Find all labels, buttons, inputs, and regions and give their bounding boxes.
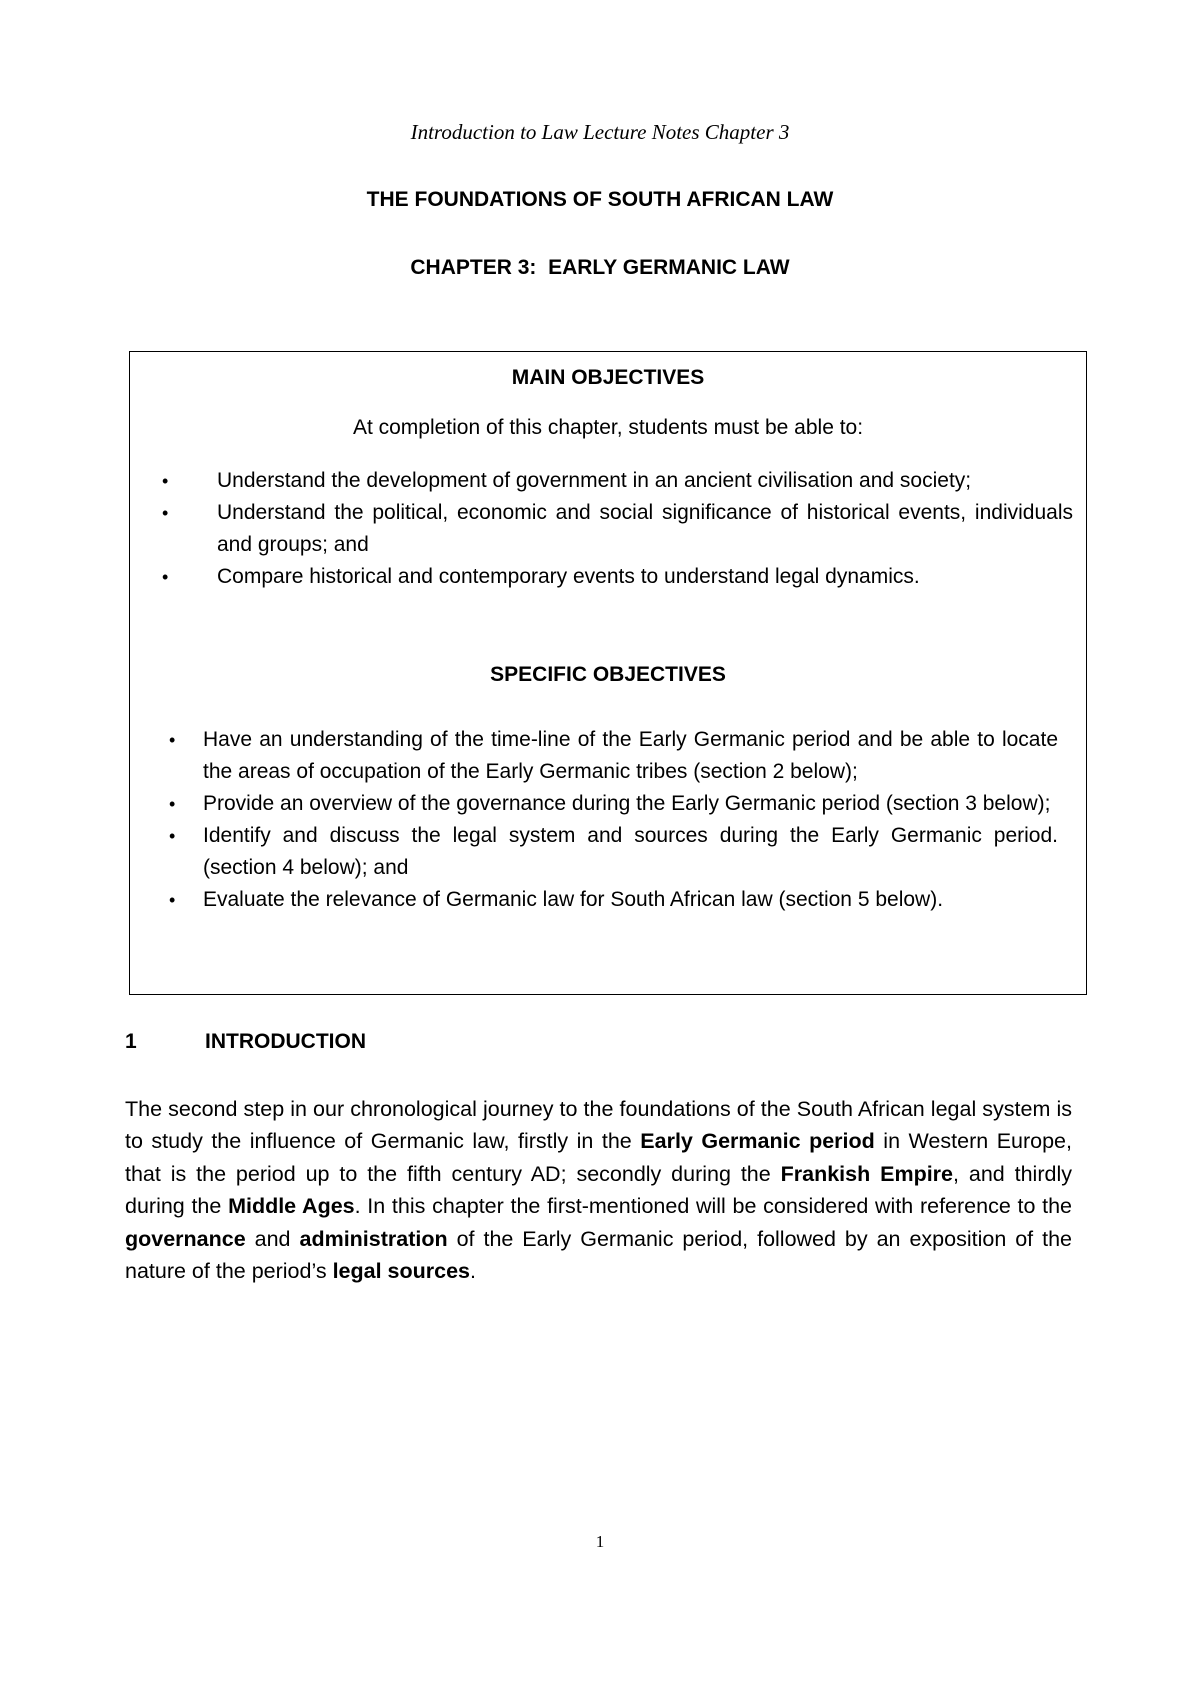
specific-objective-item [169, 724, 1058, 788]
specific-objective-text: Have an understanding of the time-line of the Early Germanic period and be able to locate the areas of occupation of the Early Germanic tribes (section 2 below); [203, 728, 1058, 783]
bullet-icon: • [162, 567, 169, 587]
document-title: THE FOUNDATIONS OF SOUTH AFRICAN LAW [366, 188, 834, 211]
paragraph-text: of the Early Germanic period, followed by an exposition of the nature of the period’s [125, 1226, 1073, 1284]
section-number: 1 [125, 1030, 137, 1053]
objectives-box [129, 351, 1087, 995]
bullet-icon: • [169, 730, 176, 750]
bullet-icon: • [169, 826, 176, 846]
specific-objectives-heading: SPECIFIC OBJECTIVES [490, 663, 726, 686]
main-objective-item [162, 465, 1073, 497]
introduction-paragraph [125, 1093, 1072, 1287]
paragraph-bold-term: administration [299, 1226, 448, 1251]
main-objective-text: Understand the development of government in an ancient civilisation and society; [217, 469, 972, 492]
main-objectives-heading: MAIN OBJECTIVES [511, 366, 705, 389]
section-title: INTRODUCTION [205, 1030, 366, 1053]
paragraph-text: , and thirdly during the [125, 1161, 1072, 1219]
specific-objective-item [169, 788, 1058, 820]
paragraph-text: in Western Europe, that is the period up to the fifth century AD; secondly during the [125, 1129, 1072, 1186]
specific-objective-item [169, 820, 1058, 884]
bullet-icon: • [169, 794, 176, 814]
main-objective-item [162, 561, 1073, 593]
paragraph-bold-term: Early Germanic period [640, 1129, 875, 1154]
paragraph-text: The second step in our chronological journey to the foundations of the South African legal system is to study the influence of Germanic law, firstly in the [125, 1097, 1072, 1154]
bullet-icon: • [162, 503, 169, 523]
specific-objective-text: Evaluate the relevance of Germanic law for South African law (section 5 below). [203, 888, 944, 911]
bullet-icon: • [162, 471, 169, 491]
page-number: 1 [595, 1532, 605, 1551]
paragraph-text: . In this chapter the first-mentioned will be considered with reference to the [354, 1194, 1072, 1219]
main-objectives-list [162, 465, 1073, 593]
paragraph-bold-term: Frankish Empire [780, 1161, 953, 1186]
main-objective-item [162, 497, 1073, 561]
paragraph-bold-term: legal sources [332, 1259, 471, 1284]
paragraph-text: and [245, 1226, 300, 1251]
chapter-title: CHAPTER 3: EARLY GERMANIC LAW [410, 256, 790, 279]
objectives-intro: At completion of this chapter, students must be able to: [352, 416, 864, 439]
specific-objective-text: Identify and discuss the legal system and sources during the Early Germanic period. (section 4 below); and [203, 824, 1058, 879]
paragraph-text: . [470, 1259, 476, 1284]
specific-objective-item [169, 884, 1058, 916]
main-objective-text: Understand the political, economic and social significance of historical events, individuals and groups; and [217, 501, 1073, 556]
specific-objectives-list [169, 724, 1058, 916]
running-header: Introduction to Law Lecture Notes Chapter 3 [410, 120, 790, 144]
bullet-icon: • [169, 890, 176, 910]
specific-objective-text: Provide an overview of the governance during the Early Germanic period (section 3 below); [203, 792, 1051, 815]
paragraph-bold-term: governance [125, 1226, 246, 1251]
paragraph-bold-term: Middle Ages [228, 1194, 355, 1219]
main-objective-text: Compare historical and contemporary events to understand legal dynamics. [217, 565, 920, 588]
